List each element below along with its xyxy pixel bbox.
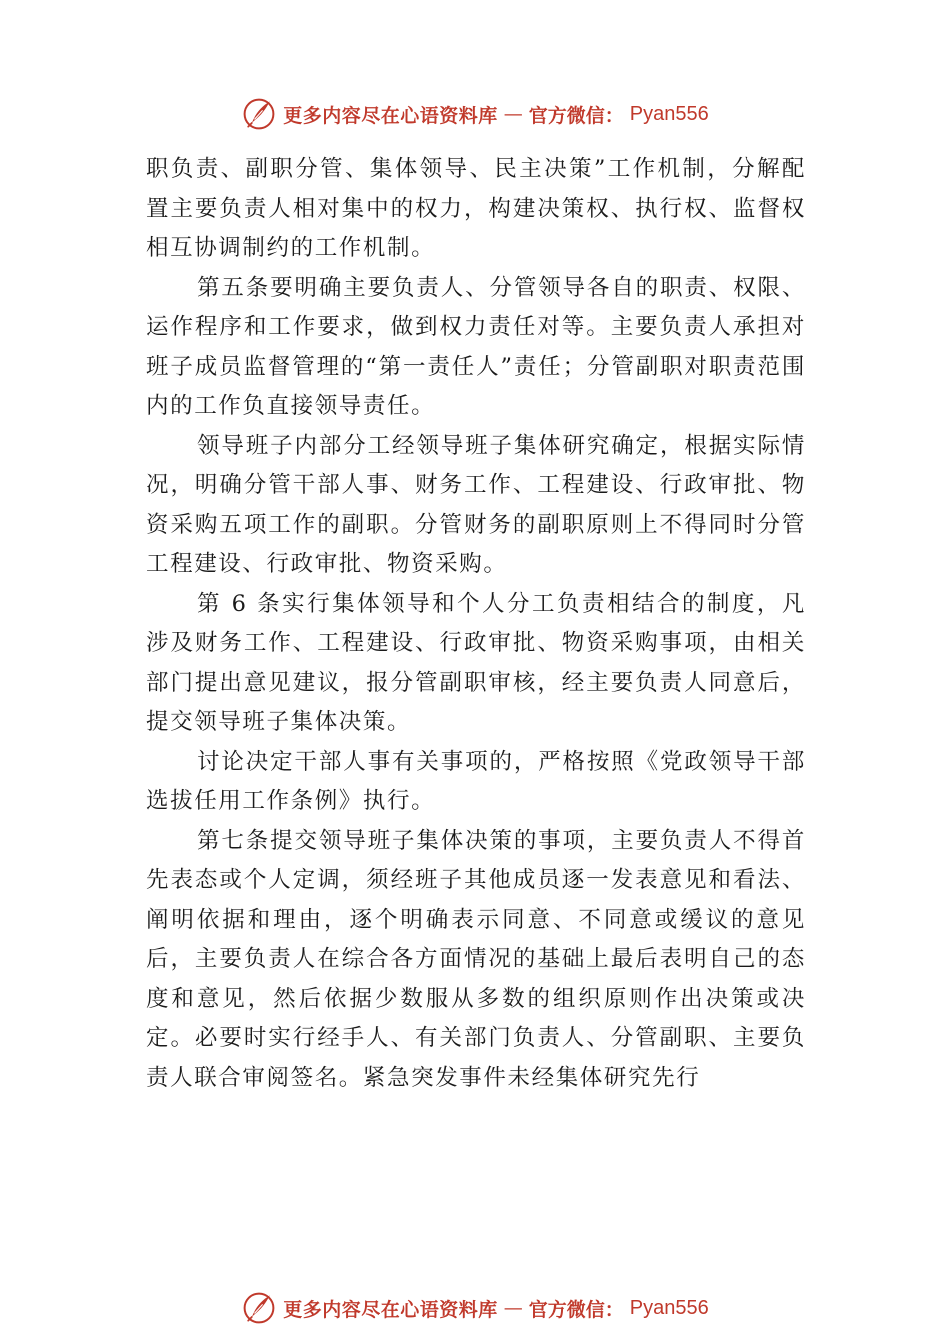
- watermark-separator: —: [503, 1297, 523, 1319]
- paragraph-article-5: 第五条要明确主要负责人、分管领导各自的职责、权限、运作程序和工作要求，做到权力责任对等。主要负责人承担对班子成员监督管理的“第一责任人”责任；分管副职对职责范围内的工作负直接领导责任。: [146, 274, 806, 419]
- watermark-wechat-id: Pyan556: [629, 1296, 709, 1319]
- header-watermark: [0, 94, 950, 134]
- watermark-wechat-label: 官方微信：: [528, 104, 624, 127]
- watermark-wechat-id: Pyan556: [629, 102, 709, 125]
- watermark-wechat-label: 官方微信：: [528, 1298, 624, 1321]
- paragraph-division-of-work: 领导班子内部分工经领导班子集体研究确定，根据实际情况，明确分管干部人事、财务工作、工程建设、行政审批、物资采购五项工作的副职。分管财务的副职原则上不得同时分管工程建设、行政审批、物资采购。: [146, 432, 806, 577]
- document-body: [146, 150, 806, 1098]
- paragraph-personnel-matters: 讨论决定干部人事有关事项的，严格按照《党政领导干部选拔任用工作条例》执行。: [146, 748, 806, 814]
- feather-pen-icon: [241, 96, 277, 132]
- paragraph-continuation: 职负责、副职分管、集体领导、民主决策”工作机制，分解配置主要负责人相对集中的权力，构建决策权、执行权、监督权相互协调制约的工作机制。: [146, 156, 806, 261]
- watermark-separator: —: [503, 103, 523, 125]
- footer-watermark: [0, 1288, 950, 1328]
- paragraph-article-7: 第七条提交领导班子集体决策的事项，主要负责人不得首先表态或个人定调，须经班子其他成员逐一发表意见和看法、阐明依据和理由，逐个明确表示同意、不同意或缓议的意见后，主要负责人在综合各方面情况的基础上最后表明自己的态度和意见，然后依据少数服从多数的组织原则作出决策或决定。必要时实行经手人、有关部门负责人、分管副职、主要负责人联合审阅签名。紧急突发事件未经集体研究先行: [146, 827, 806, 1091]
- watermark-brand: 更多内容尽在心语资料库: [283, 1298, 498, 1321]
- feather-pen-icon: [241, 1290, 277, 1326]
- watermark-brand: 更多内容尽在心语资料库: [283, 104, 498, 127]
- paragraph-article-6: 第 6 条实行集体领导和个人分工负责相结合的制度，凡涉及财务工作、工程建设、行政审批、物资采购事项，由相关部门提出意见建议，报分管副职审核，经主要负责人同意后，提交领导班子集体决策。: [146, 590, 806, 735]
